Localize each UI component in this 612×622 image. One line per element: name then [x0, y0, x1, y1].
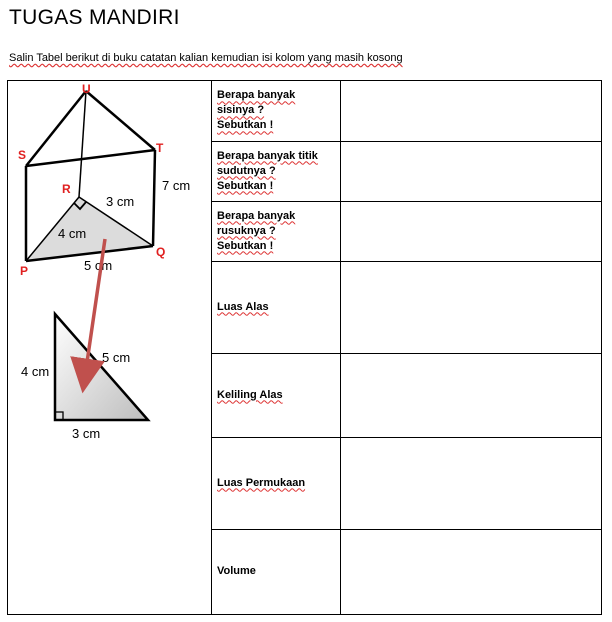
question-cell: Berapa banyak sisinya ? Sebutkan ! [211, 81, 340, 141]
table-row [211, 353, 601, 437]
question-table [211, 81, 601, 614]
page-title: TUGAS MANDIRI [9, 6, 180, 29]
pr-label: 4 cm [58, 226, 87, 241]
vertex-s-label: S [18, 148, 27, 162]
height-label: 7 cm [162, 178, 191, 193]
table-row [211, 201, 601, 261]
triangle-left-label: 4 cm [21, 364, 50, 379]
question-cell: Keliling Alas [211, 353, 340, 437]
question-cell: Volume [211, 529, 340, 614]
answer-cell[interactable] [340, 201, 601, 261]
base-triangle [55, 314, 148, 420]
answer-cell[interactable] [340, 437, 601, 529]
table-row [211, 261, 601, 353]
figure-cell [8, 81, 212, 614]
vertex-q-label: Q [156, 245, 166, 259]
question-cell: Luas Permukaan [211, 437, 340, 529]
table-row [211, 141, 601, 201]
answer-cell[interactable] [340, 261, 601, 353]
answer-cell[interactable] [340, 141, 601, 201]
vertex-p-label: P [20, 264, 29, 278]
question-cell: Luas Alas [211, 261, 340, 353]
vertex-t-label: T [156, 141, 164, 155]
table-row [211, 437, 601, 529]
vertex-r-label: R [62, 182, 71, 196]
instruction-text: Salin Tabel berikut di buku catatan kalian kemudian isi kolom yang masih kosong [9, 52, 403, 64]
rq-label: 3 cm [106, 194, 135, 209]
prism-diagram [8, 81, 211, 614]
question-cell: Berapa banyak titik sudutnya ? Sebutkan ! [211, 141, 340, 201]
answer-cell[interactable] [340, 353, 601, 437]
triangle-hyp-label: 5 cm [102, 350, 131, 365]
triangle-bottom-label: 3 cm [72, 426, 101, 441]
pq-label: 5 cm [84, 258, 113, 273]
vertex-u-label: U [82, 82, 91, 96]
question-cell: Berapa banyak rusuknya ? Sebutkan ! [211, 201, 340, 261]
worksheet-table [7, 80, 602, 615]
answer-cell[interactable] [340, 81, 601, 141]
answer-cell[interactable] [340, 529, 601, 614]
table-row [211, 81, 601, 141]
table-row [211, 529, 601, 614]
